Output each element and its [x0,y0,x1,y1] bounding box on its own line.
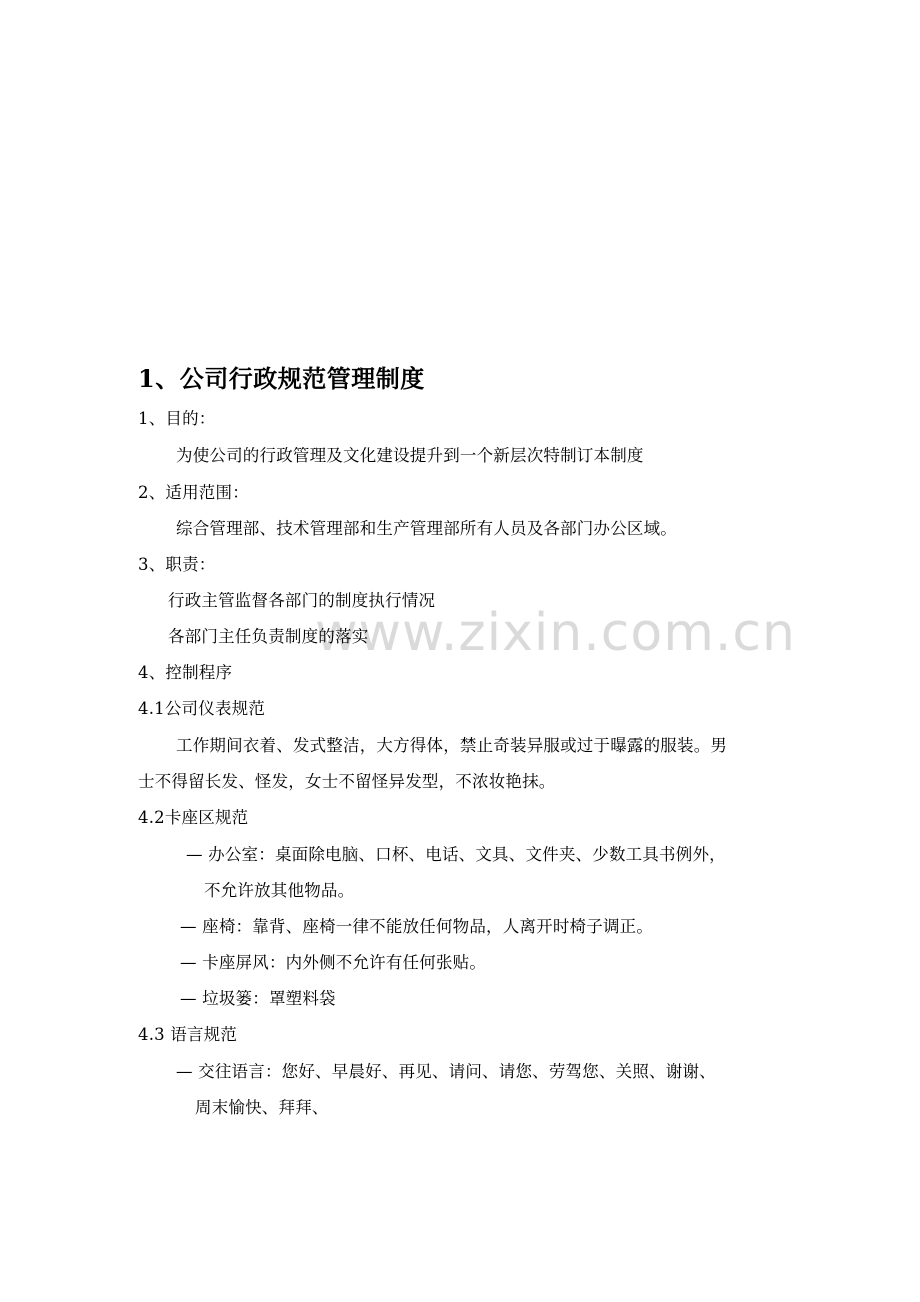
watermark: www.zixin.com.cn [315,603,796,663]
subsection-heading-appearance: 4.1公司仪表规范 [138,699,266,718]
paragraph-scope: 综合管理部、技术管理部和生产管理部所有人员及各部门办公区域。 [176,519,677,538]
subsection-heading-workstation: 4.2卡座区规范 [138,808,249,827]
paragraph-appearance-line-1: 工作期间衣着、发式整洁，大方得体，禁止奇装异服或过于曝露的服装。男 [176,736,728,755]
list-item-office-continued: 不允许放其他物品。 [204,881,355,900]
section-heading-purpose: 1、目的： [138,409,216,428]
list-item-wastebasket: — 垃圾篓：罩塑料袋 [180,989,336,1008]
section-heading-duties: 3、职责： [138,555,216,574]
paragraph-duty-1: 行政主管监督各部门的制度执行情况 [168,591,436,610]
list-item-screen: — 卡座屏风：内外侧不允许有任何张贴。 [180,953,487,972]
document-title: 1、公司行政规范管理制度 [138,364,425,393]
paragraph-purpose: 为使公司的行政管理及文化建设提升到一个新层次特制订本制度 [176,446,644,465]
list-item-greetings-continued: 周末愉快、拜拜、 [195,1098,329,1117]
subsection-heading-language: 4.3 语言规范 [138,1025,238,1044]
list-item-greetings: — 交往语言：您好、早晨好、再见、请问、请您、劳驾您、关照、谢谢、 [176,1062,716,1081]
list-item-chair: — 座椅：靠背、座椅一律不能放任何物品，人离开时椅子调正。 [180,917,654,936]
section-heading-scope: 2、适用范围： [138,483,249,502]
section-heading-procedure: 4、控制程序 [138,663,233,682]
paragraph-appearance-line-2: 士不得留长发、怪发，女士不留怪异发型，不浓妆艳抹。 [138,772,556,791]
paragraph-duty-2: 各部门主任负责制度的落实 [168,627,369,646]
list-item-office: — 办公室：桌面除电脑、口杯、电话、文具、文件夹、少数工具书例外， [186,845,726,864]
